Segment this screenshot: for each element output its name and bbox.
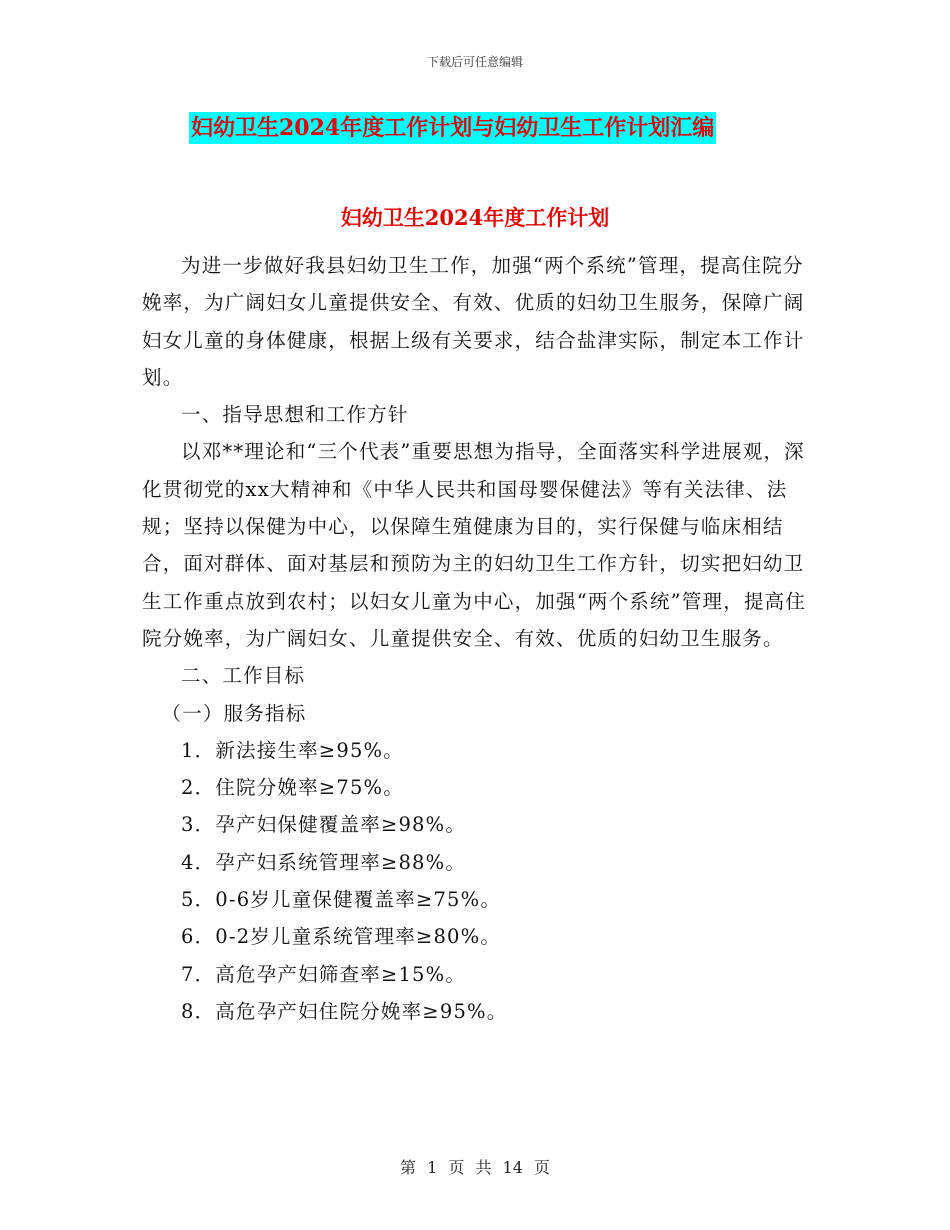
indicator-item: 2．住院分娩率≥75%。 — [181, 776, 404, 800]
header-note: 下载后可任意编辑 — [426, 55, 523, 69]
section-heading-guiding-principles: 一、指导思想和工作方针 — [181, 403, 409, 427]
indicator-item: 8．高危孕产妇住院分娩率≥95%。 — [181, 999, 508, 1023]
document-body — [142, 247, 812, 1030]
indicator-item: 7．高危孕产妇筛查率≥15%。 — [181, 962, 467, 986]
indicator-item: 6．0-2岁儿童系统管理率≥80%。 — [181, 925, 502, 949]
indicator-item: 1．新法接生率≥95%。 — [181, 738, 404, 762]
document-sub-title: 妇幼卫生2024年度工作计划 — [340, 205, 610, 230]
indicator-item: 5．0-6岁儿童保健覆盖率≥75%。 — [181, 888, 502, 912]
subsection-heading-service-indicators: （一）服务指标 — [161, 701, 307, 725]
guiding-principles-paragraph: 以邓**理论和“三个代表”重要思想为指导，全面落实科学进展观，深化贯彻党的xx大精神和《中华人民共和国母婴保健法》等有关法律、法规；坚持以保健为中心，以保障生殖健康为目的，实行保健与临床相结合，面对群体、面对基层和预防为主的妇幼卫生工作方针，切实把妇幼卫生工作重点放到农村；以妇女儿童为中心，加强“两个系统”管理，提高住院分娩率，为广阔妇女、儿童提供安全、有效、优质的妇幼卫生服务。 — [142, 440, 807, 650]
indicator-item: 4．孕产妇系统管理率≥88%。 — [181, 850, 467, 874]
intro-paragraph: 为进一步做好我县妇幼卫生工作，加强“两个系统”管理，提高住院分娩率，为广阔妇女儿童提供安全、有效、优质的妇幼卫生服务，保障广阔妇女儿童的身体健康，根据上级有关要求，结合盐津实际，制定本工作计划。 — [142, 254, 805, 389]
document-main-title: 妇幼卫生2024年度工作计划与妇幼卫生工作计划汇编 — [189, 112, 716, 144]
indicator-item: 3．孕产妇保健覆盖率≥98%。 — [181, 813, 467, 837]
page-number-footer: 第 1 页 共 14 页 — [400, 1158, 550, 1177]
section-heading-work-targets: 二、工作目标 — [181, 664, 306, 688]
